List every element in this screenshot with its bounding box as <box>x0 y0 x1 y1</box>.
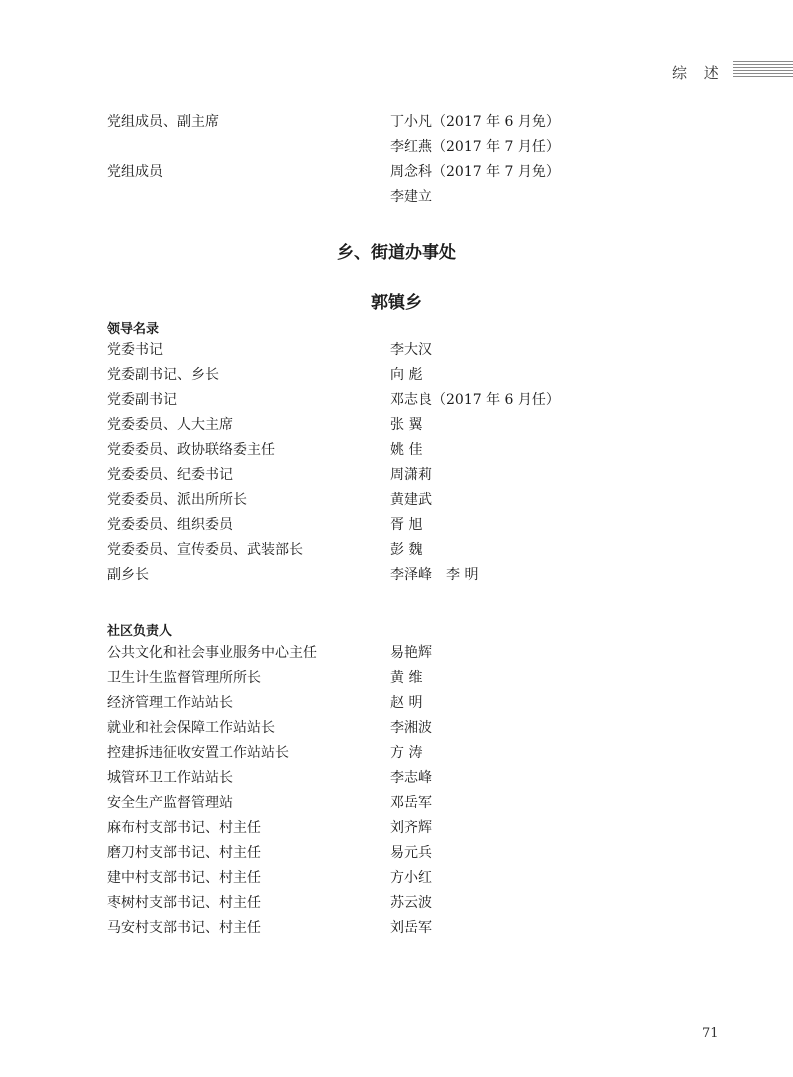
town-title: 郭镇乡 <box>371 293 422 313</box>
community-heading: 社区负责人 <box>107 624 173 639</box>
person-name: 周潇莉 <box>390 467 432 483</box>
person-name: 周念科（2017 年 7 月免） <box>390 164 560 180</box>
person-name: 李大汉 <box>390 342 432 358</box>
person-name: 彭 魏 <box>390 542 423 558</box>
role-label: 党委委员、组织委员 <box>107 517 233 533</box>
role-label: 磨刀村支部书记、村主任 <box>107 845 261 861</box>
person-name: 向 彪 <box>390 367 423 383</box>
person-name: 方 涛 <box>390 745 423 761</box>
person-name: 邓岳军 <box>390 795 432 811</box>
role-label: 党委书记 <box>107 342 163 358</box>
person-name: 易艳辉 <box>390 645 432 661</box>
role-label: 党委副书记 <box>107 392 177 408</box>
role-label: 公共文化和社会事业服务中心主任 <box>107 645 317 661</box>
person-name: 邓志良（2017 年 6 月任） <box>390 392 560 408</box>
running-header-title: 综 述 <box>672 64 725 82</box>
page-number: 71 <box>702 1026 719 1041</box>
person-name: 李建立 <box>390 189 432 205</box>
role-label: 麻布村支部书记、村主任 <box>107 820 261 836</box>
role-label: 党组成员 <box>107 164 163 180</box>
role-label: 控建拆违征收安置工作站站长 <box>107 745 289 761</box>
person-name: 李泽峰 李 明 <box>390 567 479 583</box>
person-name: 丁小凡（2017 年 6 月免） <box>390 114 560 130</box>
role-label: 经济管理工作站站长 <box>107 695 233 711</box>
person-name: 方小红 <box>390 870 432 886</box>
person-name: 张 翼 <box>390 417 423 433</box>
role-label: 党委委员、人大主席 <box>107 417 233 433</box>
role-label: 党委副书记、乡长 <box>107 367 219 383</box>
role-label: 党组成员、副主席 <box>107 114 219 130</box>
person-name: 李志峰 <box>390 770 432 786</box>
person-name: 李湘波 <box>390 720 432 736</box>
role-label: 就业和社会保障工作站站长 <box>107 720 275 736</box>
person-name: 黄建武 <box>390 492 432 508</box>
person-name: 易元兵 <box>390 845 432 861</box>
header-decorative-lines <box>733 61 793 78</box>
section-title: 乡、街道办事处 <box>337 243 456 263</box>
person-name: 赵 明 <box>390 695 423 711</box>
person-name: 黄 维 <box>390 670 423 686</box>
role-label: 安全生产监督管理站 <box>107 795 233 811</box>
role-label: 建中村支部书记、村主任 <box>107 870 261 886</box>
person-name: 姚 佳 <box>390 442 423 458</box>
role-label: 党委委员、宣传委员、武装部长 <box>107 542 303 558</box>
role-label: 党委委员、政协联络委主任 <box>107 442 275 458</box>
role-label: 枣树村支部书记、村主任 <box>107 895 261 911</box>
role-label: 党委委员、纪委书记 <box>107 467 233 483</box>
person-name: 李红燕（2017 年 7 月任） <box>390 139 560 155</box>
role-label: 副乡长 <box>107 567 149 583</box>
leaders-heading: 领导名录 <box>107 322 160 337</box>
person-name: 刘岳军 <box>390 920 432 936</box>
role-label: 卫生计生监督管理所所长 <box>107 670 261 686</box>
person-name: 刘齐辉 <box>390 820 432 836</box>
role-label: 马安村支部书记、村主任 <box>107 920 261 936</box>
person-name: 苏云波 <box>390 895 432 911</box>
role-label: 党委委员、派出所所长 <box>107 492 247 508</box>
role-label: 城管环卫工作站站长 <box>107 770 233 786</box>
person-name: 胥 旭 <box>390 517 423 533</box>
